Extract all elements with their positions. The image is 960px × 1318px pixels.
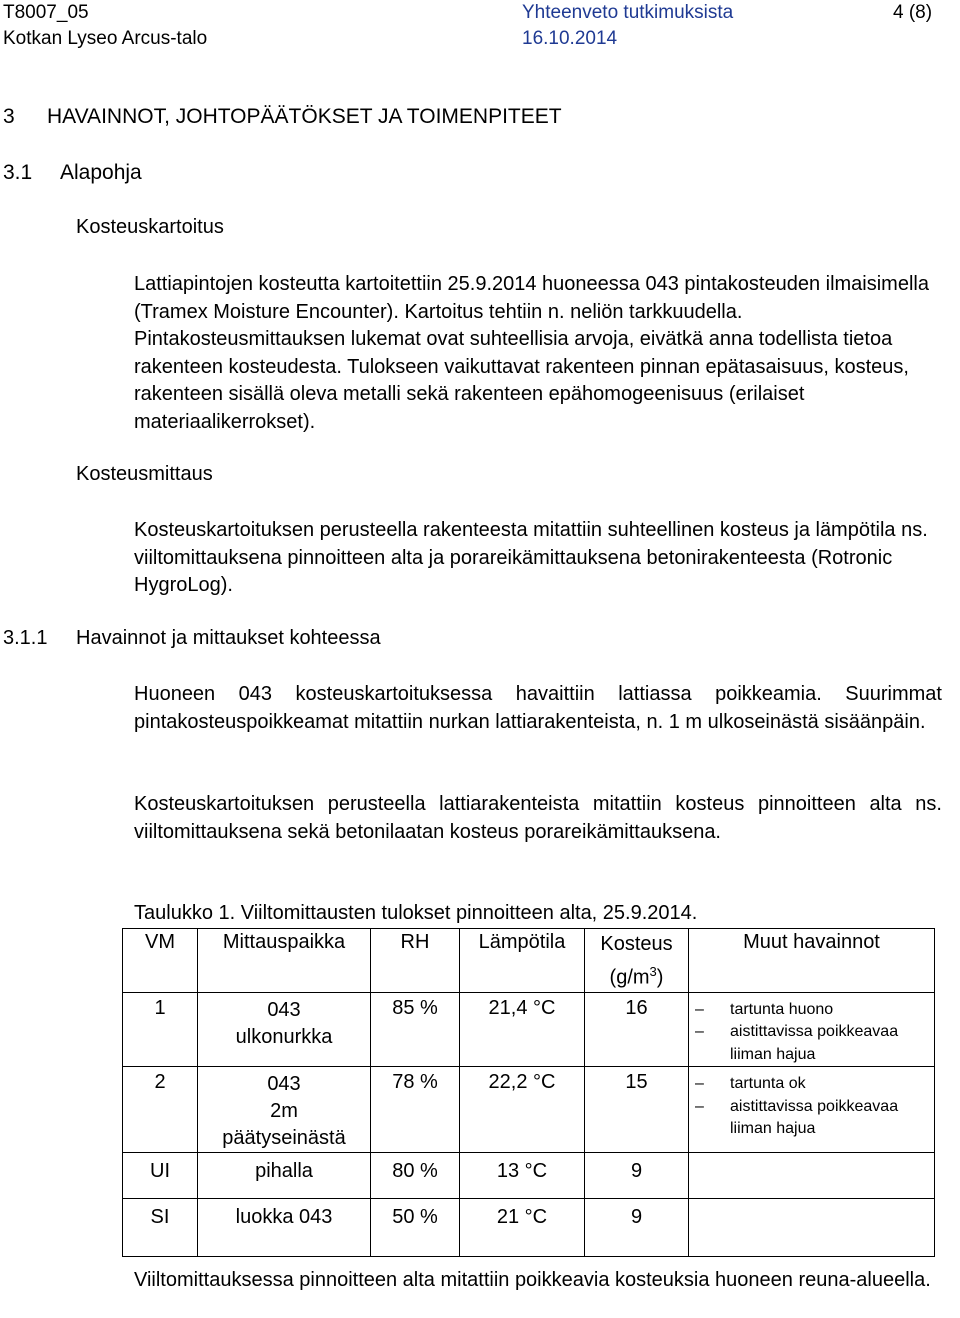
kosteuskartoitus-text: Lattiapintojen kosteutta kartoitettiin 25.9.2014 huoneessa 043 pintakosteuden ilmaisimella (Tramex Moisture Encounter). Kartoitus tehtiin n. neliön tarkkuudella. Pintakosteusmittauksen lukemat ovat suhteellisia arvoja, eivätkä anna todellista tietoa rakenteen kosteudesta. Tulokseen vaikuttavat rakenteen pinnan epätasaisuus, kosteus, rakenteen sisällä oleva metalli sekä rakenteen epähomogeenisuus (erilaiset materiaalikerrokset).	[134, 273, 929, 433]
cell-vm: UI	[123, 1153, 198, 1199]
cell-notes: – tartunta huono – aistittavissa poikkeavaa liiman hajua	[689, 992, 935, 1067]
section-title: HAVAINNOT, JOHTOPÄÄTÖKSET JA TOIMENPITEET	[47, 105, 562, 128]
cell-moisture: 9	[585, 1199, 689, 1257]
cell-rh: 85 %	[371, 992, 460, 1067]
dash-bullet: –	[695, 1000, 704, 1018]
cell-temperature: 21,4 °C	[460, 992, 585, 1067]
table-row	[123, 1153, 935, 1199]
cell-rh: 80 %	[371, 1153, 460, 1199]
subsubsection-title: Havainnot ja mittaukset kohteessa	[76, 627, 381, 649]
cell-place: luokka 043	[198, 1199, 371, 1257]
document-title: Yhteenveto tutkimuksista	[522, 2, 734, 23]
cell-place	[198, 1067, 371, 1153]
header-moisture	[585, 929, 689, 993]
header-temperature: Lämpötila	[460, 929, 585, 993]
header-rh: RH	[371, 929, 460, 993]
cell-moisture: 15	[585, 1067, 689, 1153]
cell-vm: 2	[123, 1067, 198, 1153]
cell-moisture: 16	[585, 992, 689, 1067]
cell-moisture: 9	[585, 1153, 689, 1199]
place-line: 2m	[270, 1100, 298, 1123]
header-moisture-label: Kosteus	[600, 933, 673, 955]
kosteusmittaus-text: Kosteuskartoituksen perusteella rakenteesta mitattiin suhteellinen kosteus ja lämpötila ns. viiltomittauksena pinnoitteen alta ja porareikämittauksena betonirakenteesta (Rotronic HygroLog).	[134, 519, 928, 596]
subsection-number: 3.1	[3, 161, 33, 184]
measurement-table	[122, 928, 935, 1257]
table-row	[123, 1199, 935, 1257]
dash-bullet: –	[695, 1097, 704, 1115]
place-line: 043	[267, 998, 301, 1021]
paragraph-measurements: Kosteuskartoituksen perusteella lattiarakenteista mitattiin kosteus pinnoitteen alta ns. viiltomittauksena sekä betonilaatan kosteus porareikämittauksena.	[134, 793, 942, 843]
cell-temperature: 21 °C	[460, 1199, 585, 1257]
dash-bullet: –	[695, 1075, 704, 1093]
cell-rh: 50 %	[371, 1199, 460, 1257]
document-code: T8007_05	[3, 2, 89, 23]
cell-temperature: 13 °C	[460, 1153, 585, 1199]
subsubsection-number: 3.1.1	[3, 627, 48, 649]
cell-notes: – tartunta ok – aistittavissa poikkeavaa liiman hajua	[689, 1067, 935, 1153]
header-notes: Muut havainnot	[689, 929, 935, 993]
kosteuskartoitus-heading: Kosteuskartoitus	[76, 216, 224, 238]
cell-rh: 78 %	[371, 1067, 460, 1153]
kosteusmittaus-heading: Kosteusmittaus	[76, 463, 213, 485]
cell-vm: 1	[123, 992, 198, 1067]
table-header-row	[123, 929, 935, 993]
paragraph-observations: Huoneen 043 kosteuskartoituksessa havaittiin lattiassa poikkeamia. Suurimmat pintakosteuspoikkeamat mitattiin nurkan lattiarakenteista, n. 1 m ulkoseinästä sisäänpäin.	[134, 683, 942, 733]
place-line: päätyseinästä	[222, 1127, 346, 1150]
table-row	[123, 1067, 935, 1153]
conclusion-text: Viiltomittauksessa pinnoitteen alta mitattiin poikkeavia kosteuksia huoneen reuna-alueella.	[134, 1269, 931, 1291]
table-caption: Taulukko 1. Viiltomittausten tulokset pinnoitteen alta, 25.9.2014.	[134, 902, 698, 924]
section-number: 3	[3, 105, 15, 128]
document-date: 16.10.2014	[522, 28, 618, 49]
cell-place: pihalla	[198, 1153, 371, 1199]
place-line: ulkonurkka	[235, 1025, 333, 1048]
cell-notes	[689, 1199, 935, 1257]
cell-place	[198, 992, 371, 1067]
header-moisture-unit: $(g/m^3)$	[609, 964, 664, 989]
organization-name: Kotkan Lyseo Arcus-talo	[3, 28, 208, 49]
table-row	[123, 992, 935, 1067]
cell-notes	[689, 1153, 935, 1199]
header-place: Mittauspaikka	[198, 929, 371, 993]
cell-vm: SI	[123, 1199, 198, 1257]
dash-bullet: –	[695, 1023, 704, 1041]
page-number: 4 (8)	[893, 2, 933, 23]
subsection-title: Alapohja	[60, 161, 142, 184]
place-line: 043	[267, 1073, 301, 1096]
cell-temperature: 22,2 °C	[460, 1067, 585, 1153]
header-vm: VM	[123, 929, 198, 993]
